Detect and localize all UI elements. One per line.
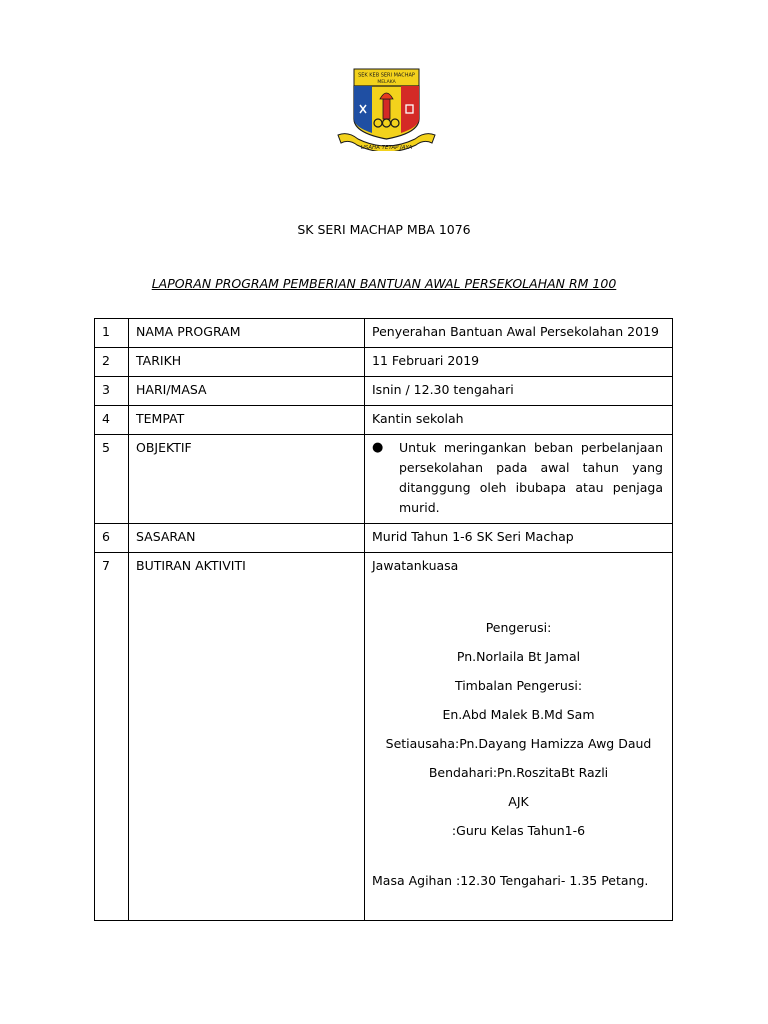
row-number: 3 xyxy=(95,377,129,406)
school-logo xyxy=(336,67,437,151)
row-label: TEMPAT xyxy=(129,406,365,435)
row-value: Penyerahan Bantuan Awal Persekolahan 2019 xyxy=(365,319,673,348)
svg-text:MELAKA: MELAKA xyxy=(377,80,396,85)
row-number: 7 xyxy=(95,553,129,921)
row-value: Murid Tahun 1-6 SK Seri Machap xyxy=(365,524,673,553)
row-label: HARI/MASA xyxy=(129,377,365,406)
bullet-icon: ● xyxy=(372,440,384,455)
committee-line: Pengerusi: xyxy=(485,620,552,635)
committee-heading: Jawatankuasa xyxy=(372,558,459,573)
table-row xyxy=(95,524,673,553)
row-label: BUTIRAN AKTIVITI xyxy=(129,553,365,921)
table-row xyxy=(95,348,673,377)
committee-list xyxy=(372,613,665,845)
row-value xyxy=(365,435,673,524)
table-row xyxy=(95,319,673,348)
row-label: NAMA PROGRAM xyxy=(129,319,365,348)
row-label: OBJEKTIF xyxy=(129,435,365,524)
row-value: Isnin / 12.30 tengahari xyxy=(365,377,673,406)
row-number: 1 xyxy=(95,319,129,348)
table-row xyxy=(95,435,673,524)
distribution-time: Masa Agihan :12.30 Tengahari- 1.35 Petang. xyxy=(372,873,649,888)
report-title: LAPORAN PROGRAM PEMBERIAN BANTUAN AWAL PERSEKOLAHAN RM 100 xyxy=(151,276,617,291)
committee-line: Pn.Norlaila Bt Jamal xyxy=(456,649,581,664)
svg-text:SEK KEB SERI MACHAP: SEK KEB SERI MACHAP xyxy=(358,72,415,79)
objective-item xyxy=(372,438,665,518)
table-row xyxy=(95,377,673,406)
row-label: SASARAN xyxy=(129,524,365,553)
report-table xyxy=(94,318,673,921)
objective-text: Untuk meringankan beban perbelanjaan persekolahan pada awal tahun yang ditanggung oleh ibubapa atau penjaga murid. xyxy=(399,440,663,515)
committee-line: Timbalan Pengerusi: xyxy=(454,678,583,693)
row-number: 6 xyxy=(95,524,129,553)
row-value: 11 Februari 2019 xyxy=(365,348,673,377)
row-label: TARIKH xyxy=(129,348,365,377)
row-number: 2 xyxy=(95,348,129,377)
committee-line: Setiausaha:Pn.Dayang Hamizza Awg Daud xyxy=(385,736,652,751)
table-row xyxy=(95,406,673,435)
row-value xyxy=(365,553,673,921)
school-title: SK SERI MACHAP MBA 1076 xyxy=(297,222,471,237)
committee-line: AJK xyxy=(508,794,529,809)
table-row xyxy=(95,553,673,921)
committee-line: En.Abd Malek B.Md Sam xyxy=(442,707,595,722)
committee-line: :Guru Kelas Tahun1-6 xyxy=(451,823,586,838)
svg-text:USAHA TETAP JAYA: USAHA TETAP JAYA xyxy=(360,145,413,151)
row-number: 4 xyxy=(95,406,129,435)
row-value: Kantin sekolah xyxy=(365,406,673,435)
committee-line: Bendahari:Pn.RoszitaBt Razli xyxy=(428,765,609,780)
row-number: 5 xyxy=(95,435,129,524)
